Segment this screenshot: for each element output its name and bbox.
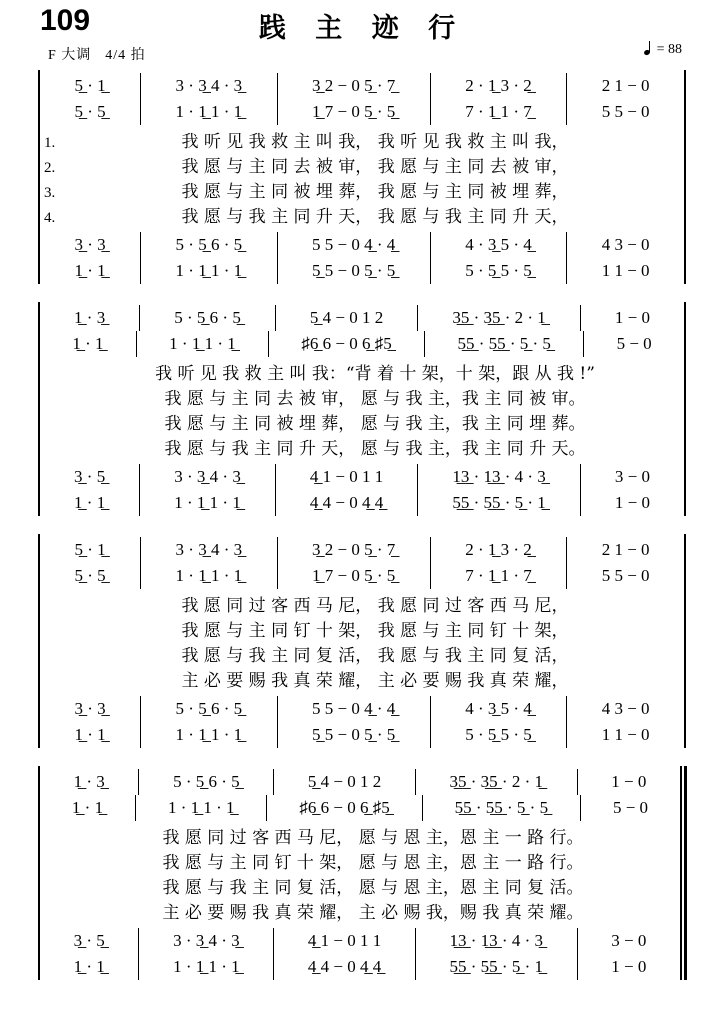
measure: ♯6̲ 6 − 0 6̲ ♯5̲ [267,795,422,821]
lyric-text: 我 愿 与 主 同 去 被 审， 愿 与 我 主，我 主 同 被 审。 [164,389,586,409]
measure: 5̲ · 5̲ [40,99,141,125]
lyrics-block [40,357,684,461]
melody-row-alto-2 [40,258,684,284]
lyric-text: 我 愿 与 主 同 钉 十 架， 愿 与 恩 主，恩 主 一 路 行。 [162,853,584,873]
measure: 1 · 1̲ 1 · 1̲ [141,258,278,284]
melody-row-alto-2 [40,722,684,748]
lyric-text: 我 愿 与 我 主 同 复 活， 我 愿 与 我 主 同 复 活， [181,646,569,666]
measure: 1 − 0 [611,772,647,791]
measure: 1̲ 7 − 0 5̲ · 5̲ [278,99,431,125]
measure: 2 1 − 0 [601,76,650,95]
measure: 5̲5̲ · 5̲5̲ · 5̲ · 1̲ [418,490,581,516]
lyric-line [40,127,684,152]
melody-row-soprano-2 [40,693,684,722]
measure: 1 · 1̲ 1 · 1̲ [139,954,274,980]
melody-row-soprano [40,534,684,563]
lyric-line [40,898,680,923]
measure: 3 − 0 [614,467,650,486]
melody-row-alto-2 [40,954,680,980]
measure: 3 · 3̲ 4 · 3̲ [141,537,278,563]
measure: 1 · 1̲ 1 · 1̲ [141,722,278,748]
measure: 2 · 1̲ 3 · 2̲ [431,537,568,563]
lyric-text: 我 愿 与 主 同 去 被 审， 我 愿 与 主 同 去 被 审， [181,157,569,177]
lyric-text: 我 愿 与 主 同 钉 十 架， 我 愿 与 主 同 钉 十 架， [181,621,569,641]
melody-row-soprano [40,766,680,795]
measure: 1̲ 7 − 0 5̲ · 5̲ [278,563,431,589]
measure: 2 · 1̲ 3 · 2̲ [431,73,568,99]
lyric-line [40,823,680,848]
lyric-line [40,873,680,898]
measure: 1̲ · 1̲ [40,258,141,284]
measure: 1 1 − 0 [601,725,650,744]
measure: 1 · 1̲ 1 · 1̲ [137,331,269,357]
melody-row-alto [40,795,680,821]
lyric-text: 主 必 要 赐 我 真 荣 耀， 主 必 赐 我，赐 我 真 荣 耀。 [162,903,584,923]
lyric-text: 我 愿 与 主 同 被 埋 葬， 我 愿 与 主 同 被 埋 葬， [181,182,569,202]
key-signature [48,44,146,64]
lyric-line [40,434,684,459]
measure: 4̲ 4 − 0 4̲ 4̲ [276,490,418,516]
measure: 1̲ · 1̲ [40,954,139,980]
measure: 2 1 − 0 [601,540,650,559]
measure: 7 · 1̲ 1 · 7̲ [431,563,568,589]
measure: 4 3 − 0 [601,699,650,718]
measure: 1 · 1̲ 1 · 1̲ [141,563,278,589]
lyric-text: 我 听 见 我 救 主 叫 我， 我 听 见 我 救 主 叫 我， [181,132,569,152]
lyric-text: 我 愿 同 过 客 西 马 尼， 愿 与 恩 主，恩 主 一 路 行。 [162,828,584,848]
measure: 5̲ 5 − 0 5̲ · 5̲ [278,258,431,284]
lyrics-block [40,589,684,693]
measure: 5 · 5̲ 6 · 5̲ [141,232,278,258]
measure: 5 · 5̲ 6 · 5̲ [139,769,274,795]
measure: 5̲5̲ · 5̲5̲ · 5̲ · 5̲ [423,795,581,821]
measure: 4̲ 1 − 0 1 1 [276,464,418,490]
measure: 1 − 0 [614,493,650,512]
measure: 5̲ 4 − 0 1 2 [274,769,416,795]
measure: 1 · 1̲ 1 · 1̲ [136,795,267,821]
melody-row-soprano [40,302,684,331]
system-3 [38,534,686,748]
measure: 5̲ · 1̲ [40,537,141,563]
measure: 3 · 3̲ 4 · 3̲ [140,464,276,490]
verse-number: 3. [44,185,56,201]
measure: 5 5 − 0 4̲ · 4̲ [278,232,431,258]
quarter-note-icon [644,42,653,55]
lyrics-block [40,821,680,925]
page-header [0,0,724,70]
measure: 1 − 0 [611,957,647,976]
lyric-line [40,666,684,691]
tempo-marking [644,42,682,58]
measure: 5 − 0 [612,798,649,817]
verse-number: 2. [44,160,56,176]
system-gap [0,748,724,766]
lyric-line [40,848,680,873]
system-4 [38,766,686,980]
measure: 3 · 3̲ 4 · 3̲ [139,928,274,954]
meter-label: 4/4 拍 [105,48,146,63]
system-1 [38,70,686,284]
measure: 3̲5̲ · 3̲5̲ · 2 · 1̲ [416,769,578,795]
measure: 3̲5̲ · 3̲5̲ · 2 · 1̲ [418,305,581,331]
lyric-text: 主 必 要 赐 我 真 荣 耀， 主 必 要 赐 我 真 荣 耀， [181,671,569,691]
system-gap [0,284,724,302]
measure: 1̲3̲ · 1̲3̲ · 4 · 3̲ [418,464,581,490]
measure: 1 · 1̲ 1 · 1̲ [140,490,276,516]
melody-row-alto-2 [40,490,684,516]
lyric-line [40,616,684,641]
melody-row-soprano-2 [40,229,684,258]
lyric-line [40,152,684,177]
lyric-text: 我 听 见 我 救 主 叫 我：“背 着 十 架，十 架，跟 从 我 !” [155,364,595,384]
system-2 [38,302,686,516]
measure: 1 · 1̲ 1 · 1̲ [141,99,278,125]
system-gap [0,516,724,534]
verse-number: 4. [44,210,56,226]
lyric-line [40,359,684,384]
lyric-line [40,177,684,202]
melody-row-alto [40,99,684,125]
measure: 1̲ · 3̲ [40,305,140,331]
measure: 5 5 − 0 [601,566,650,585]
measure: 4̲ 4 − 0 4̲ 4̲ [274,954,416,980]
measure: 3 − 0 [611,931,647,950]
lyric-line [40,641,684,666]
measure: 1̲ · 1̲ [40,795,136,821]
melody-row-alto [40,331,684,357]
measure: 5 · 5̲ 5 · 5̲ [431,722,568,748]
key-label: F 大调 [48,48,92,63]
measure: 5̲5̲ · 5̲5̲ · 5̲ · 5̲ [425,331,584,357]
verse-number: 1. [44,135,56,151]
measure: 1̲3̲ · 1̲3̲ · 4 · 3̲ [416,928,578,954]
lyric-text: 我 愿 与 我 主 同 升 天， 我 愿 与 我 主 同 升 天， [181,207,569,227]
measure: 3̲ · 3̲ [40,696,141,722]
lyric-line [40,384,684,409]
lyric-line [40,202,684,227]
melody-row-soprano-2 [40,461,684,490]
measure: 3̲ 2 − 0 5̲ · 7̲ [278,73,431,99]
measure: 5̲ 4 − 0 1 2 [276,305,418,331]
melody-row-soprano-2 [40,925,680,954]
melody-row-alto [40,563,684,589]
measure: 1 − 0 [614,308,650,327]
measure: 3 · 3̲ 4 · 3̲ [141,73,278,99]
measure: 3̲ · 5̲ [40,464,140,490]
measure: 5 · 5̲ 6 · 5̲ [141,696,278,722]
lyric-text: 我 愿 与 我 主 同 升 天， 愿 与 我 主，我 主 同 升 天。 [164,439,586,459]
lyric-line [40,409,684,434]
measure: 4 · 3̲ 5 · 4̲ [431,232,568,258]
measure: 4̲ 1 − 0 1 1 [274,928,416,954]
measure: 1̲ · 3̲ [40,769,139,795]
measure: ♯6̲ 6 − 0 6̲ ♯5̲ [269,331,425,357]
measure: 1̲ · 1̲ [40,722,141,748]
measure: 5 · 5̲ 5 · 5̲ [431,258,568,284]
measure: 7 · 1̲ 1 · 7̲ [431,99,568,125]
song-number: 109 [40,4,91,37]
measure: 5 5 − 0 [601,102,650,121]
lyric-text: 我 愿 与 主 同 被 埋 葬， 愿 与 我 主，我 主 同 埋 葬。 [164,414,586,434]
measure: 5̲ 5 − 0 5̲ · 5̲ [278,722,431,748]
measure: 5 5 − 0 4̲ · 4̲ [278,696,431,722]
measure: 5̲ · 1̲ [40,73,141,99]
measure: 5̲ · 5̲ [40,563,141,589]
measure: 3̲ 2 − 0 5̲ · 7̲ [278,537,431,563]
measure: 4 3 − 0 [601,235,650,254]
measure: 5̲5̲ · 5̲5̲ · 5̲ · 1̲ [416,954,578,980]
measure: 1̲ · 1̲ [40,490,140,516]
measure: 3̲ · 5̲ [40,928,139,954]
measure: 5 · 5̲ 6 · 5̲ [140,305,276,331]
measure: 4 · 3̲ 5 · 4̲ [431,696,568,722]
measure: 3̲ · 3̲ [40,232,141,258]
page-title: 践 主 迹 行 [258,13,466,44]
measure: 1̲ · 1̲ [40,331,137,357]
measure: 1 1 − 0 [601,261,650,280]
lyric-text: 我 愿 同 过 客 西 马 尼， 我 愿 同 过 客 西 马 尼， [181,596,569,616]
lyric-line [40,591,684,616]
lyric-text: 我 愿 与 我 主 同 复 活， 愿 与 恩 主，恩 主 同 复 活。 [162,878,584,898]
measure: 5 − 0 [616,334,652,353]
melody-row-soprano [40,70,684,99]
lyrics-block [40,125,684,229]
tempo-label: = 88 [656,42,682,57]
